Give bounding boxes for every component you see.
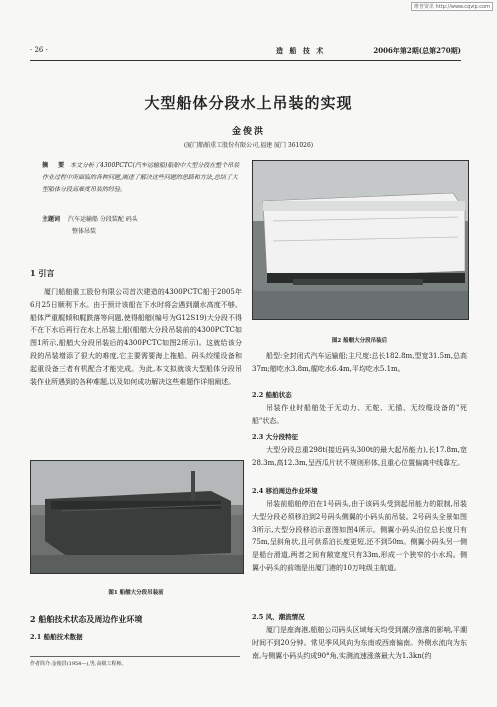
section-2-5-text: 厦门是座海港,船舶公司码头区域每天均受到潮汐涨落的影响,平潮时间不到20分钟。常见季风风向为东南或西南偏南。外侧水流向为东南,与侧翼小码头约成90°角,实测流速涨落最大为1.3kn(约	[252, 626, 467, 660]
section-2-heading: 2 船舶技术状态及周边作业环境	[30, 614, 143, 624]
keywords-label: 主题词	[42, 216, 61, 223]
keywords	[42, 214, 240, 238]
keywords-text: 汽车运输船 分段装配 码头	[67, 216, 138, 223]
figure-1-caption: 图1 船艏大分段吊装前	[108, 590, 164, 596]
section-2-2-heading: 2.2 船舶状态	[252, 391, 292, 399]
author-name: 金俊洪	[231, 127, 265, 137]
section-1-text: 厦门船舶重工股份有限公司首次建造的4300PCTC船于2005年6月25日顺利下水。由于预计该船在下水时将会遇到潮水高度不够、船体严重艉倾和艉跌落等问题,使得船艏(编号为G12S19)大分段不得不在下水后再行在水上吊装上船(船艏大分段吊装前的4300PCTC如图1所示,船艏大分段吊装后的4300PCTC如图2所示)。这就给该分段的吊装增添了很大的难度,它主要需要海上拖船、码头绞缆设备和起重设备三者有机配合才能完成。为此,本文拟就该大型船体分段吊装作业所遇到的各种难题,以及如何成功解决这些难题作详细阐述。	[30, 288, 242, 386]
figure-1-image	[30, 460, 244, 574]
figure-2-image	[252, 160, 469, 320]
section-2-1-heading: 2.1 船舶技术数据	[30, 633, 83, 641]
section-2-4-text: 吊装前船舶停泊在1号码头,由于该码头受到起吊能力的限制,吊装大型分段必须移泊到2号码头侧翼的小码头前吊装。2号码头全景如图3所示,大型分段移泊示意图如图4所示。侧翼小码头泊位总长度只有75m,呈斜角状,且可供系泊长度更短,还不到50m。侧翼小码头另一侧是船台滑道,两者之间有敞宽度只有33m,形成一个狭窄的小水坞。侧翼小码头的前端是出厦门港的10万吨级主航道。	[252, 500, 467, 572]
section-2-3-text: 大型分段总重298t(接近码头300t的最大起吊能力),长17.8m,宽28.3m,高12.3m,呈西瓜片状不规则形体,且重心位置偏离中线靠左。	[252, 446, 467, 467]
author-affiliation: (厦门船舶重工股份有限公司,福建 厦门 361026)	[183, 142, 314, 149]
ship-after-icon	[253, 161, 468, 319]
issue-info: 2006年第2期(总第270期)	[373, 46, 461, 55]
section-2-1-text: 船型:全封闭式汽车运输船;主尺度:总长182.8m,型宽31.5m,总高37m;艏吃水3.8m,艉吃水6.4m,平均吃水5.1m。	[252, 352, 467, 373]
page-number: · 26 ·	[30, 46, 48, 54]
section-2-4-heading: 2.4 移泊周边作业环境	[252, 487, 318, 495]
keywords-text-2: 整体吊装	[72, 228, 97, 235]
abstract-label: 摘 要	[42, 162, 69, 169]
article-title: 大型船体分段水上吊装的实现	[144, 94, 353, 112]
figure-2-caption: 图2 船艏大分段吊装后	[331, 338, 388, 344]
abstract-text: 本文分析了4300PCTC(汽车运输船)船舶中大型分段在整个吊装作业过程中所面临的各种问题,阐述了解决这些问题的思路和方法,总结了大型船体分段高难度吊装的经验。	[42, 162, 240, 193]
section-1-heading: 1 引言	[30, 268, 55, 278]
section-2-5-heading: 2.5 风、潮流情况	[252, 613, 305, 621]
section-2-3-heading: 2.3 大分段特征	[252, 433, 299, 441]
abstract	[42, 160, 240, 196]
section-2-2-text: 吊装作业时船舶处于无动力、无舵、无锚、无绞缆设备的"死船"状态。	[252, 404, 467, 425]
page-header	[30, 46, 461, 61]
ship-before-icon	[31, 461, 243, 573]
watermark-badge[interactable]: 维普资讯 http://www.cqvip.com	[411, 2, 493, 11]
journal-name: 造 船 技 术	[276, 46, 326, 55]
footnote: 作者简介:金俊洪(1954—),男,高级工程师。	[30, 656, 240, 667]
